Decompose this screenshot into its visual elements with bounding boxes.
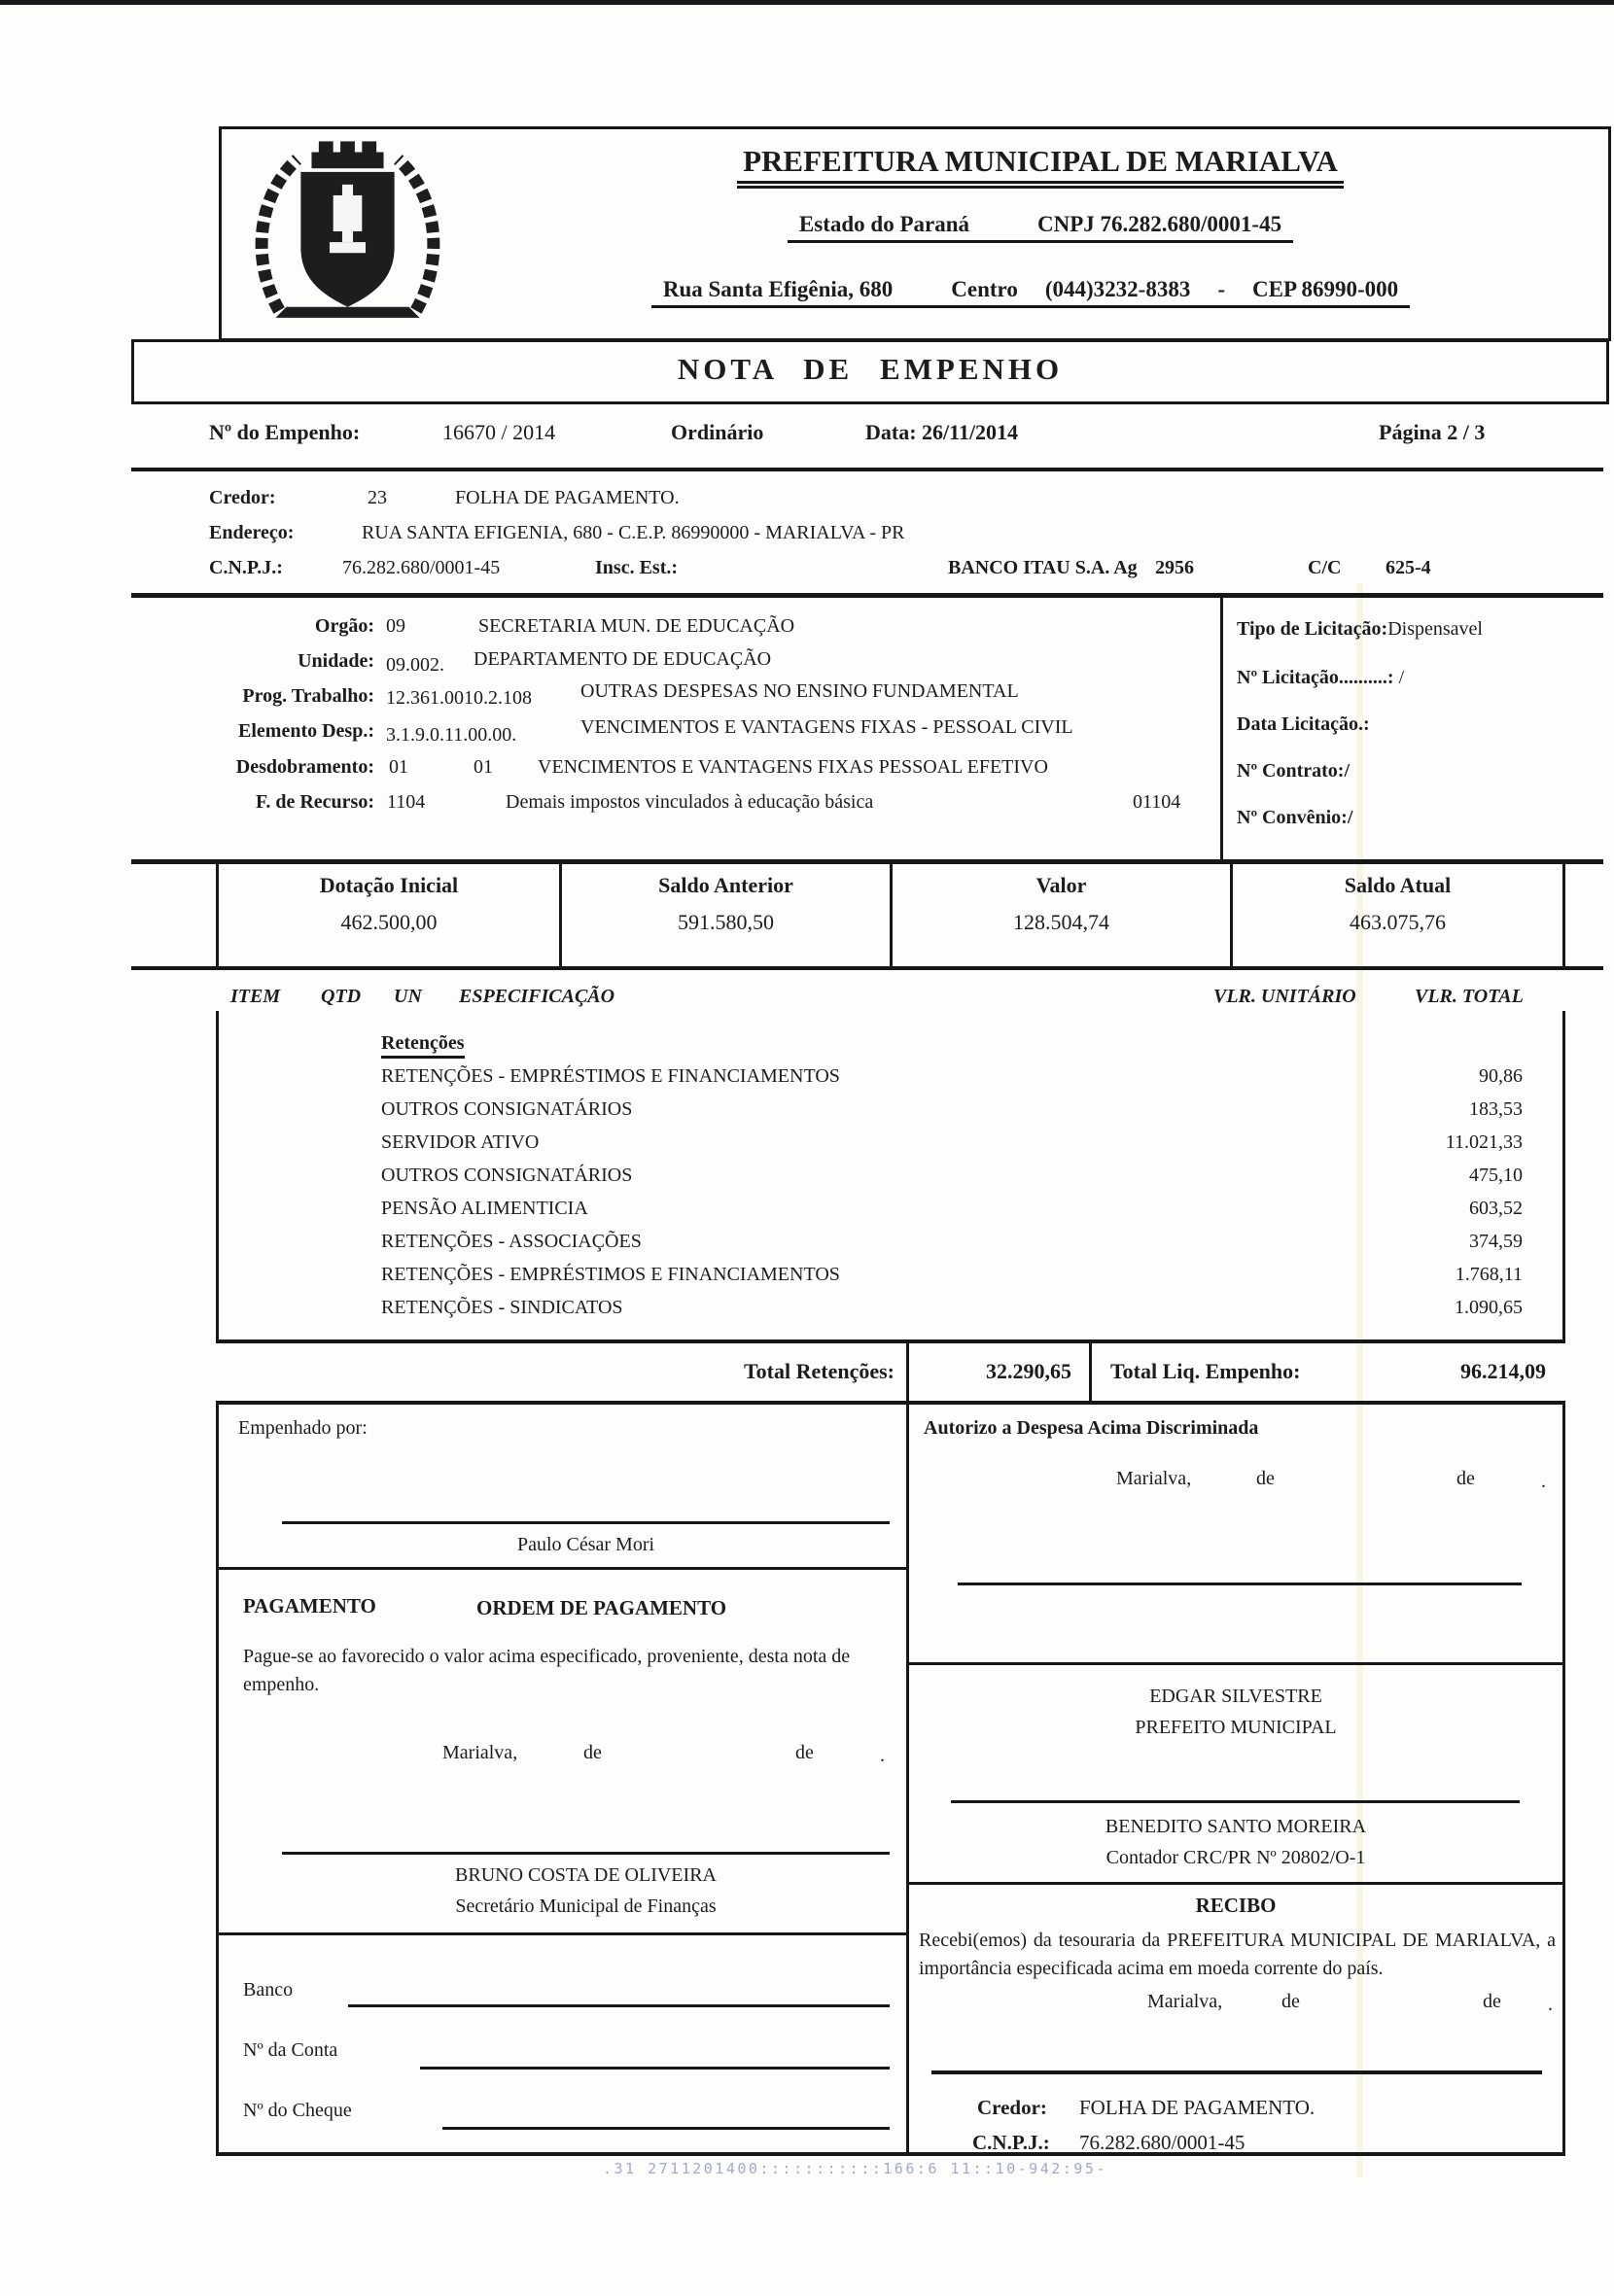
fonte-recurso-desc: Demais impostos vinculados à educação básica [506,791,874,813]
orgao-code: 09 [386,615,405,637]
right-divider-1 [906,1662,1565,1665]
signature-line-empenhado [282,1521,890,1524]
phone: (044)3232-8383 [1044,277,1191,301]
recibo-cnpj-value: 76.282.680/0001-45 [1079,2131,1246,2154]
page-indicator: Página 2 / 3 [1379,420,1486,444]
totais-top-border [216,1339,1565,1343]
totais-bottom-border [216,1401,1565,1405]
credor-code: 23 [368,487,387,508]
municipal-coat-of-arms [238,134,457,333]
autorizo-ponto: . [1541,1471,1546,1492]
prog-trabalho-code: 12.361.0010.2.108 [386,687,532,709]
recibo-credor-value: FOLHA DE PAGAMENTO. [1079,2096,1316,2119]
dotacao-top-border [131,859,1603,864]
col-item: ITEM [230,986,281,1007]
fonte-recurso-right-code: 01104 [1133,791,1181,813]
bottom-middle-divider [906,1405,909,2156]
retencao-valor: 374,59 [1469,1231,1523,1252]
bottom-border [216,2152,1565,2156]
total-liq-label: Total Liq. Empenho: [1110,1359,1301,1383]
pagamento-section-label: PAGAMENTO [243,1594,376,1618]
dotacao-v4 [1562,859,1565,970]
retencoes-group-title: Retenções [381,1032,465,1059]
retencao-valor: 1.090,65 [1455,1297,1523,1318]
cc-number: 625-4 [1386,557,1431,578]
orgao-label: Orgão: [314,615,374,637]
rule [131,593,1603,598]
header-address-line [457,277,1604,302]
unidade-code: 09.002. [386,654,444,676]
pagamento-de2: de [795,1742,814,1763]
banco-agencia-label: BANCO ITAU S.A. Ag [948,557,1138,578]
bottom-left-border [216,1405,219,2156]
unidade-label: Unidade: [298,650,374,672]
orgao-desc: SECRETARIA MUN. DE EDUCAÇÃO [478,615,795,637]
tipo-licitacao-label: Tipo de Licitação: [1237,618,1388,640]
street-address: Rua Santa Efigênia, 680 [662,277,894,301]
num-licitacao-label: Nº Licitação..........: [1237,667,1394,688]
recibo-local: Marialva, [1147,1991,1223,2012]
dotacao-header-anterior: Saldo Anterior [658,873,793,897]
recibo-texto: Recebi(emos) da tesouraria da PREFEITURA MUNICIPAL DE MARIALVA, a importância especificada acima em moeda corrente do país. [919,1930,1556,1979]
total-retencoes-valor: 32.290,65 [986,1359,1071,1383]
pagamento-local: Marialva, [442,1742,518,1763]
signature-line-autorizo [958,1583,1522,1585]
elemento-desp-code: 3.1.9.0.11.00.00. [386,724,517,746]
pagamento-texto: Pague-se ao favorecido o valor acima especificado, proveniente, desta nota de empenho. [243,1646,851,1695]
saldo-anterior: 591.580,50 [678,910,774,934]
contador-nome: BENEDITO SANTO MOREIRA [1105,1816,1367,1837]
autorizo-local: Marialva, [1116,1468,1192,1489]
retencao-valor: 475,10 [1469,1165,1523,1186]
pagamento-de1: de [583,1742,602,1763]
retencao-valor: 603,52 [1469,1198,1523,1219]
data-licitacao-label: Data Licitação.: [1237,713,1370,735]
recibo-signature-line [931,2070,1542,2074]
secretario-cargo: Secretário Municipal de Finanças [455,1896,717,1917]
retencao-desc: RETENÇÕES - SINDICATOS [381,1297,623,1318]
retencao-valor: 183,53 [1469,1098,1523,1120]
left-divider-2 [216,1932,909,1935]
retencao-desc: RETENÇÕES - EMPRÉSTIMOS E FINANCIAMENTOS [381,1065,840,1087]
dot-matrix-stamp: .31 2711201400:::::::::::166:6 11::10-942:95- [603,2160,1107,2177]
retencao-desc: OUTROS CONSIGNATÁRIOS [381,1098,633,1120]
header-title-line [486,144,1595,179]
recibo-cnpj-label: C.N.P.J.: [972,2131,1050,2154]
dotacao-header-valor: Valor [1035,873,1087,897]
total-retencoes-label: Total Retenções: [744,1359,895,1383]
col-un: UN [394,986,422,1007]
col-qtd: QTD [321,986,362,1007]
num-licitacao [1237,667,1404,689]
banco-agencia: 2956 [1155,557,1194,578]
retencao-desc: SERVIDOR ATIVO [381,1131,540,1153]
cc-label: C/C [1308,557,1342,578]
endereco-value: RUA SANTA EFIGENIA, 680 - C.E.P. 86990000 - MARIALVA - PR [362,522,905,543]
header-state-line [486,212,1595,237]
ordem-pagamento-title: ORDEM DE PAGAMENTO [476,1596,727,1619]
num-convenio-label: Nº Convênio:/ [1237,807,1353,828]
desdobramento-code2: 01 [474,756,493,778]
tipo-licitacao [1237,618,1483,641]
retencao-desc: RETENÇÕES - ASSOCIAÇÕES [381,1231,642,1252]
col-especificacao: ESPECIFICAÇÃO [459,986,615,1007]
col-vlr-unitario: VLR. UNITÁRIO [1213,986,1356,1007]
tipo-licitacao-value: Dispensavel [1387,618,1483,640]
empenho-number-label: Nº do Empenho: [209,420,361,444]
cep: CEP 86990-000 [1252,277,1399,301]
banco-fill-line [348,2004,890,2007]
signature-line-contador [951,1800,1520,1803]
rule [131,468,1603,471]
saldo-atual: 463.075,76 [1350,910,1446,934]
prefeito-cargo: PREFEITO MUNICIPAL [1135,1717,1337,1738]
banco-label: Banco [243,1979,294,2000]
dash: - [1217,277,1225,301]
recibo-ponto: . [1548,1994,1553,2015]
desdobramento-desc: VENCIMENTOS E VANTAGENS FIXAS PESSOAL EFETIVO [538,756,1048,778]
col-vlr-total: VLR. TOTAL [1415,986,1524,1007]
signature-line-secretario [282,1852,890,1855]
cnpj-header: CNPJ 76.282.680/0001-45 [1037,212,1282,236]
cheque-fill-line [442,2127,890,2130]
retencao-desc: OUTROS CONSIGNATÁRIOS [381,1165,633,1186]
cnpj-value: 76.282.680/0001-45 [342,557,501,578]
fonte-recurso-label: F. de Recurso: [255,791,374,813]
recibo-credor-label: Credor: [977,2096,1047,2119]
right-divider-2 [906,1882,1565,1885]
autorizo-de1: de [1256,1468,1275,1489]
empenho-number: 16670 / 2014 [442,420,556,444]
retencao-valor: 11.021,33 [1445,1131,1523,1153]
conta-label: Nº da Conta [243,2039,338,2061]
elemento-desp-label: Elemento Desp.: [238,720,374,742]
num-contrato-label: Nº Contrato:/ [1237,760,1351,782]
contador-cargo: Contador CRC/PR Nº 20802/O-1 [1105,1847,1366,1868]
autorizo-title: Autorizo a Despesa Acima Discriminada [924,1417,1259,1439]
itens-left-border [216,1011,219,1339]
dotacao-header-atual: Saldo Atual [1344,873,1452,897]
empenhado-por-label: Empenhado por: [238,1417,368,1439]
empenhado-por-nome: Paulo César Mori [516,1534,655,1555]
valor: 128.504,74 [1013,910,1109,934]
unidade-desc: DEPARTAMENTO DE EDUCAÇÃO [474,648,772,670]
num-licitacao-value: / [1398,667,1405,688]
desdobramento-label: Desdobramento: [235,756,374,778]
doc-title: NOTA DE EMPENHO [677,352,1064,386]
desdobramento-code: 01 [389,756,408,778]
cnpj-label: C.N.P.J.: [209,557,283,578]
totais-v2 [1089,1339,1092,1405]
empenho-type: Ordinário [671,420,764,444]
secretario-nome: BRUNO COSTA DE OLIVEIRA [455,1864,717,1886]
elemento-desp-desc: VENCIMENTOS E VANTAGENS FIXAS - PESSOAL CIVIL [580,716,1073,738]
conta-fill-line [420,2067,890,2070]
page-title: PREFEITURA MUNICIPAL DE MARIALVA [737,144,1344,189]
prefeito-nome: EDGAR SILVESTRE [1149,1686,1322,1707]
retencao-valor: 90,86 [1479,1065,1523,1087]
left-divider-1 [216,1567,909,1570]
licitacao-divider [1220,596,1223,859]
dotacao-bottom-border [131,966,1603,970]
recibo-de2: de [1483,1991,1501,2012]
dotacao-header-inicial: Dotação Inicial [319,873,459,897]
credor-name: FOLHA DE PAGAMENTO. [455,487,680,508]
credor-label: Credor: [209,487,276,508]
retencao-valor: 1.768,11 [1455,1264,1523,1285]
insc-est-label: Insc. Est.: [595,557,679,578]
scan-edge-line [0,0,1614,5]
retencao-desc: RETENÇÕES - EMPRÉSTIMOS E FINANCIAMENTOS [381,1264,840,1285]
autorizo-de2: de [1456,1468,1475,1489]
totais-v1 [906,1339,909,1405]
cheque-label: Nº do Cheque [243,2100,352,2121]
retencao-desc: PENSÃO ALIMENTICIA [381,1198,588,1219]
recibo-de1: de [1281,1991,1300,2012]
bottom-right-border [1562,1405,1565,2156]
prog-trabalho-desc: OUTRAS DESPESAS NO ENSINO FUNDAMENTAL [580,680,1019,702]
total-liq-valor: 96.214,09 [1460,1359,1546,1383]
dotacao-inicial: 462.500,00 [340,910,438,934]
pagamento-ponto: . [880,1745,885,1766]
district: Centro [951,277,1018,301]
prog-trabalho-label: Prog. Trabalho: [242,685,374,707]
doc-title-box [131,339,1609,404]
recibo-title: RECIBO [1195,1894,1277,1917]
empenho-date: Data: 26/11/2014 [865,420,1019,444]
fonte-recurso-code: 1104 [387,791,426,813]
endereco-label: Endereço: [209,522,295,543]
itens-right-border [1562,1011,1565,1339]
state-label: Estado do Paraná [798,212,969,236]
